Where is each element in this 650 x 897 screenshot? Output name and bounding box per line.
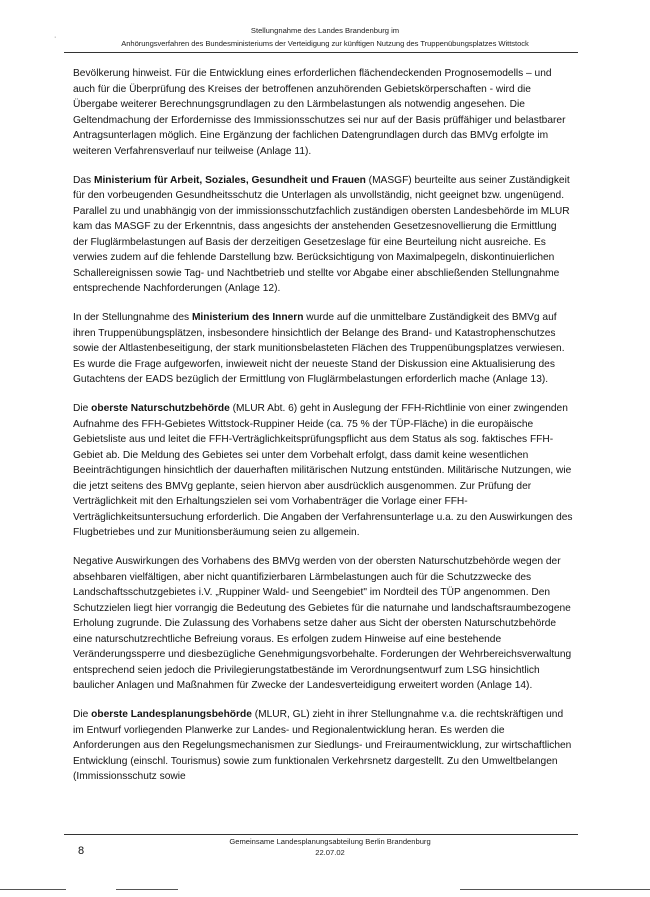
bold-term: oberste Naturschutzbehörde (91, 403, 230, 414)
header-subtitle: Anhörungsverfahren des Bundesministeriums der Verteidigung zur künftigen Nutzung des Truppenübungsplatzes Wittstock (121, 39, 529, 48)
body-paragraph (73, 310, 573, 388)
page-header (70, 24, 580, 50)
header-rule (64, 52, 578, 53)
footer-rule (64, 834, 578, 835)
scan-line (116, 889, 178, 890)
body-paragraph (73, 554, 573, 694)
paragraph-text: In der Stellungnahme des (73, 312, 192, 323)
page-footer (160, 837, 500, 858)
bold-term: Ministerium des Innern (191, 312, 304, 323)
page-number: 8 (78, 845, 85, 857)
header-title: Stellungnahme des Landes Brandenburg im (250, 26, 400, 35)
bold-term: Ministerium für Arbeit, Soziales, Gesundheit und Frauen (93, 174, 366, 186)
paragraph-text: wurde auf die unmittelbare Zuständigkeit des BMVg auf ihren Truppenübungsplätzen, insbesondere hinsichtlich der Belange des Brand- und Katastrophenschutzes sowie der Altlastenbeseitigung, der stark munitionsbelasteten Flächen des Truppenübungsplatzes verwiesen. Es wurde die Frage aufgeworfen, inwieweit nicht der neueste Stand der Diskussion eine Aktualisierung des Gutachtens der EADS bezüglich der Ermittlung von Fluglärmbelastungen erforderlich mache (Anlage 13). (73, 312, 565, 385)
footer-date: 22.07.02 (315, 847, 345, 857)
scan-line (0, 889, 66, 890)
paragraph-text: (MASGF) beurteilte aus seiner Zuständigkeit für den vorbeugenden Gesundheitsschutz die Unterlagen als unvollständig, nicht geeignet bzw. ungenügend. Parallel zu und unabhängig von der immissionsschutzfachlich zuständigen obersten Landesbehörde im MLUR kam das MASGF zu der Erkenntnis, dass angesichts der anstehenden Gesetzesnovellierung die Ermittlung der Fluglärmbelastungen auf Basis der derzeitigen Gesetzeslage für eine Beurteilung nicht ausreiche. Es verwies zudem auf die fehlende Darstellung bzw. Berücksichtigung von Maximalpegeln, diskontinuierlichen Schallereignissen sowie Tag- und Nachtbetrieb und stellte vor Abgabe einer abschließenden Stellungnahme entsprechende Nachforderungen (Anlage 12). (73, 174, 570, 294)
paragraph-text: Negative Auswirkungen des Vorhabens des BMVg werden von der obersten Naturschutzbehörde wegen der absehbaren vielfältigen, aber nicht quantifizierbaren Lärmbelastungen auch für die Schutzzwecke des Landschaftsschutzgebietes i.V. „Ruppiner Wald- und Seengebiet" im Nordteil des TÜP angenommen. Den Schutzzielen liegt hier vorrangig die Bedeutung des Gebietes für die naturnahe und landschaftsraumbezogene Erholung zugrunde. Die Zulassung des Vorhabens setze daher aus Sicht der obersten Naturschutzbehörde eine naturschutzrechtliche Befreiung voraus. Es erfolgen zudem Hinweise auf eine bestehende Veränderungssperre und diesbezügliche Genehmigungsvorbehalte. Forderungen der Wehrbereichsverwaltung entsprechend seien jedoch die Privilegierungstatbestände im Verordnungsentwurf zum LSG hinsichtlich baulicher Anlagen und Maßnahmen für Zwecke der Landesverteidigung erweitert worden (Anlage 14). (73, 556, 572, 691)
body-paragraph (73, 66, 573, 159)
paragraph-text: Die (73, 709, 92, 720)
paragraph-text: Das (73, 174, 94, 186)
body-paragraph (73, 707, 573, 785)
scan-mark: · (54, 34, 57, 41)
footer-organization: Gemeinsame Landesplanungsabteilung Berlin Brandenburg (229, 837, 431, 846)
scan-line (460, 889, 650, 890)
bold-term: oberste Landesplanungsbehörde (91, 709, 252, 720)
body-paragraph (73, 173, 573, 297)
body-paragraph (73, 401, 573, 541)
paragraph-text: (MLUR, GL) zieht in ihrer Stellungnahme v.a. die rechtskräftigen und im Entwurf vorliegenden Planwerke zur Landes- und Regionalentwicklung heran. Es werden die Anforderungen aus den Regelungsmechanismen zur Siedlungs- und Freiraumentwicklung, zur wirtschaftlichen Entwicklung (einschl. Tourismus) sowie zum funktionalen Verkehrsnetz dargestellt. Zu den Umweltbelangen (Immissionsschutz sowie (73, 709, 572, 782)
paragraph-text: (MLUR Abt. 6) geht in Auslegung der FFH-Richtlinie von einer zwingenden Aufnahme des FFH-Gebietes Wittstock-Ruppiner Heide (ca. 75 % der TÜP-Fläche) in die europäische Gebietsliste aus und leitet die FFH-Verträglichkeitsprüfungspflicht aus dem Status als sog. faktisches FFH-Gebiet ab. Die Meldung des Gebietes sei unter dem Vorbehalt erfolgt, dass damit keine wesentlichen Beeinträchtigungen hinsichtlich der dauerhaften militärischen Nutzung entstünden. Militärische Nutzungen, wie die jetzt seitens des BMVg geplante, seien hiervon aber ausdrücklich ausgenommen. Zur Prüfung der Verträglichkeit mit den Erhaltungszielen sei vom Vorhabenträger die Vorlage einer FFH-Verträglichkeitsuntersuchung erforderlich. Die Angaben der Verfahrensunterlage u.a. zu den Auswirkungen des Flugbetriebes und zur Munitionsberäumung seien zu allgemein. (73, 403, 573, 538)
document-body (73, 66, 573, 785)
paragraph-text: Bevölkerung hinweist. Für die Entwicklung eines erforderlichen flächendeckenden Prognosemodells – und auch für die Überprüfung des Kreises der betroffenen anzuhörenden Gebietskörperschaften - wird die Übergabe weiterer Berechnungsgrundlagen zu den Lärmbelastungen als notwendig angesehen. Die Geltendmachung der Erfordernisse des Immissionsschutzes sei nur auf der Basis prüffähiger und belastbarer Antragsunterlagen möglich. Eine Ergänzung der fachlichen Datengrundlagen durch das BMVg erfolgte im weiteren Verfahrensverlauf nur teilweise (Anlage 11). (73, 68, 566, 157)
paragraph-text: Die (73, 403, 92, 414)
